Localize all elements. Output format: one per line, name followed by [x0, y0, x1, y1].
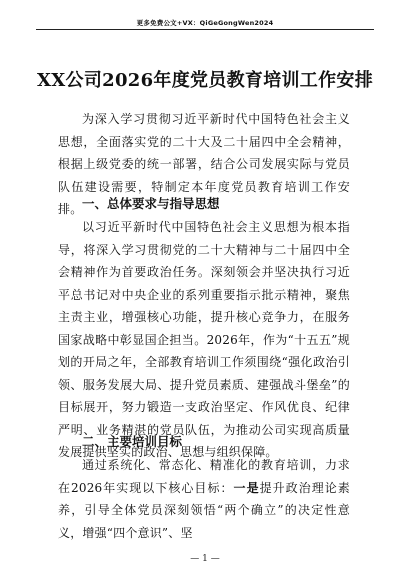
page-header	[36, 14, 374, 34]
header-text: 更多免费公文+VX：QiGeGongWen2024	[136, 19, 274, 27]
section2-bold-marker: 一是	[233, 480, 260, 495]
section2-paragraph	[58, 454, 350, 544]
section2-text-rest: 提升政治理论素养，引导全体党员深刻领悟“两个确立”的决定性意义，增强“四个意识”、坚	[58, 480, 351, 540]
intro-paragraph: 为深入学习贯彻习近平新时代中国特色社会主义思想，全面落实党的二十大及二十届四中全会精神，根据上级党委的统一部署，结合公司发展实际与党员队伍建设需要，特制定本年度党员教育培训工作安排。	[58, 112, 350, 216]
section1-heading: 一、总体要求与指导思想	[82, 196, 220, 211]
section2-heading: 二、主要培训目标	[82, 434, 183, 449]
section1-paragraph: 以习近平新时代中国特色社会主义思想为根本指导，将深入学习贯彻党的二十大精神与二十届四中全会精神作为首要政治任务。深刻领会并坚决执行习近平总书记对中央企业的系列重要指示批示精神，聚焦主责主业，增强核心功能，提升核心竞争力，在服务国家战略中彰显国企担当。2026年，作为“十五五”规划的开局之年，全部教育培训工作须围绕“强化政治引领、服务发展大局、提升党员素质、建强战斗堡垒”的目标展开，努力锻造一支政治坚定、作风优良、纪律严明、业务精湛的党员队伍，为推动公司实现高质量发展提供坚实的政治、思想与组织保障。	[58, 220, 350, 459]
page-number: — 1 —	[190, 554, 220, 564]
section2-text-start: 通过系统化、常态化、精准化的教育培训，力求在2026年实现以下核心目标：	[58, 458, 350, 495]
header-divider	[36, 29, 374, 30]
document-title: XX公司2026年度党员教育培训工作安排	[36, 70, 374, 91]
